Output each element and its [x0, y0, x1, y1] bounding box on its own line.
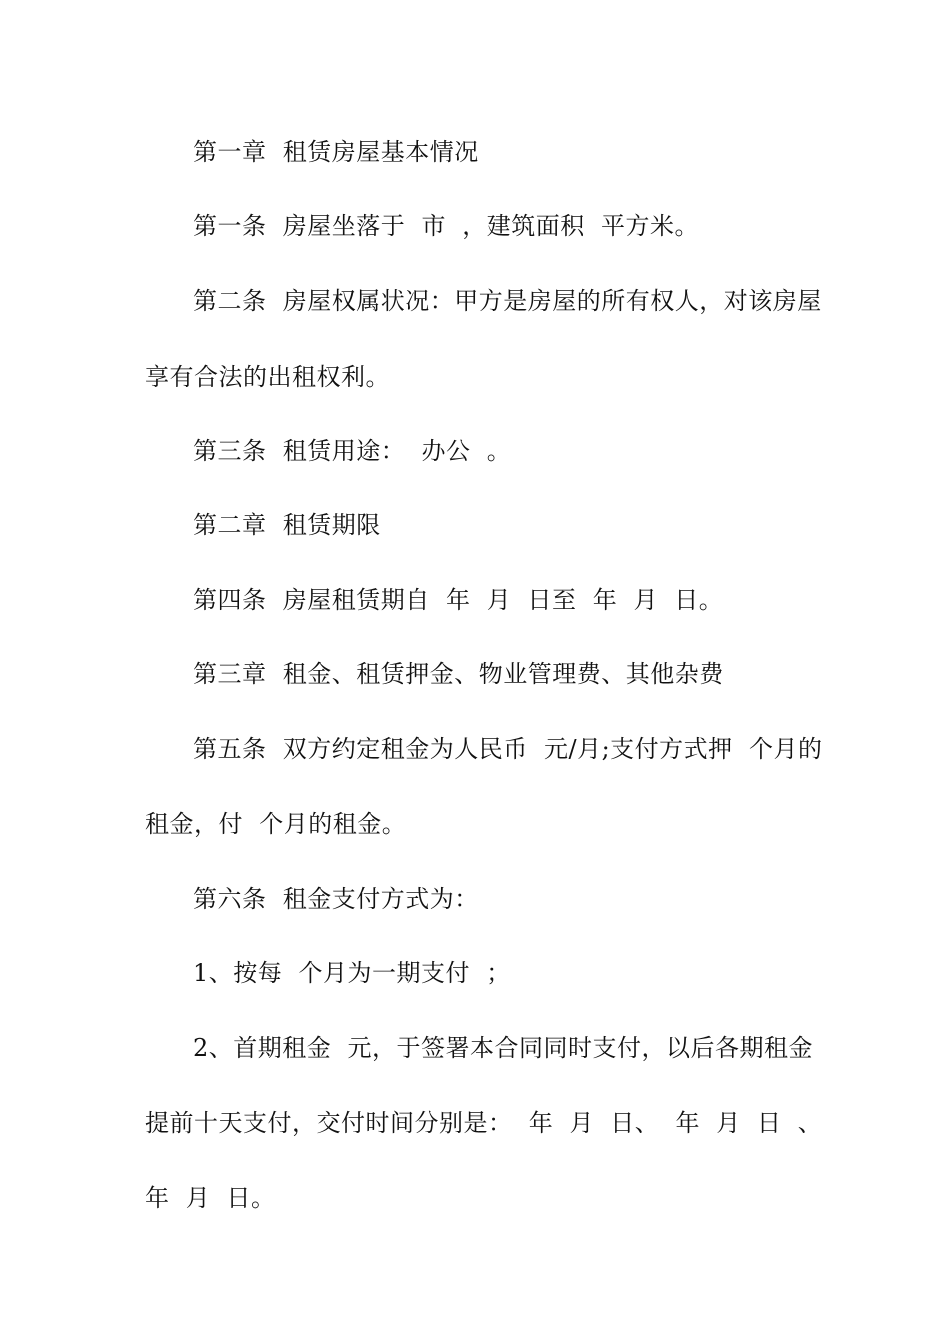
chapter-2-heading: 第二章 租赁期限 [193, 511, 381, 539]
payment-item-2: 2、首期租金 元，于签署本合同同时支付，以后各期租金 [193, 1034, 814, 1062]
chapter-3-heading: 第三章 租金、租赁押金、物业管理费、其他杂费 [193, 660, 724, 688]
article-5-rent: 第五条 双方约定租金为人民币 元/月;支付方式押 个月的 [193, 735, 823, 763]
article-3-usage: 第三条 租赁用途： 办公 。 [193, 437, 512, 465]
article-2-ownership: 第二条 房屋权属状况：甲方是房屋的所有权人，对该房屋 [193, 287, 822, 315]
article-1-location: 第一条 房屋坐落于 市 ，建筑面积 平方米。 [193, 212, 700, 240]
article-4-term: 第四条 房屋租赁期自 年 月 日至 年 月 日。 [193, 586, 724, 614]
chapter-1-heading: 第一章 租赁房屋基本情况 [193, 138, 479, 166]
article-6-payment: 第六条 租金支付方式为： [193, 885, 479, 913]
payment-item-2-end: 年 月 日。 [145, 1184, 276, 1212]
payment-item-2-continuation: 提前十天支付，交付时间分别是： 年 月 日、 年 月 日 、 [145, 1109, 823, 1137]
article-5-continuation: 租金，付 个月的租金。 [145, 810, 407, 838]
payment-item-1: 1、按每 个月为一期支付 ； [193, 959, 511, 987]
article-2-continuation: 享有合法的出租权利。 [145, 363, 390, 391]
